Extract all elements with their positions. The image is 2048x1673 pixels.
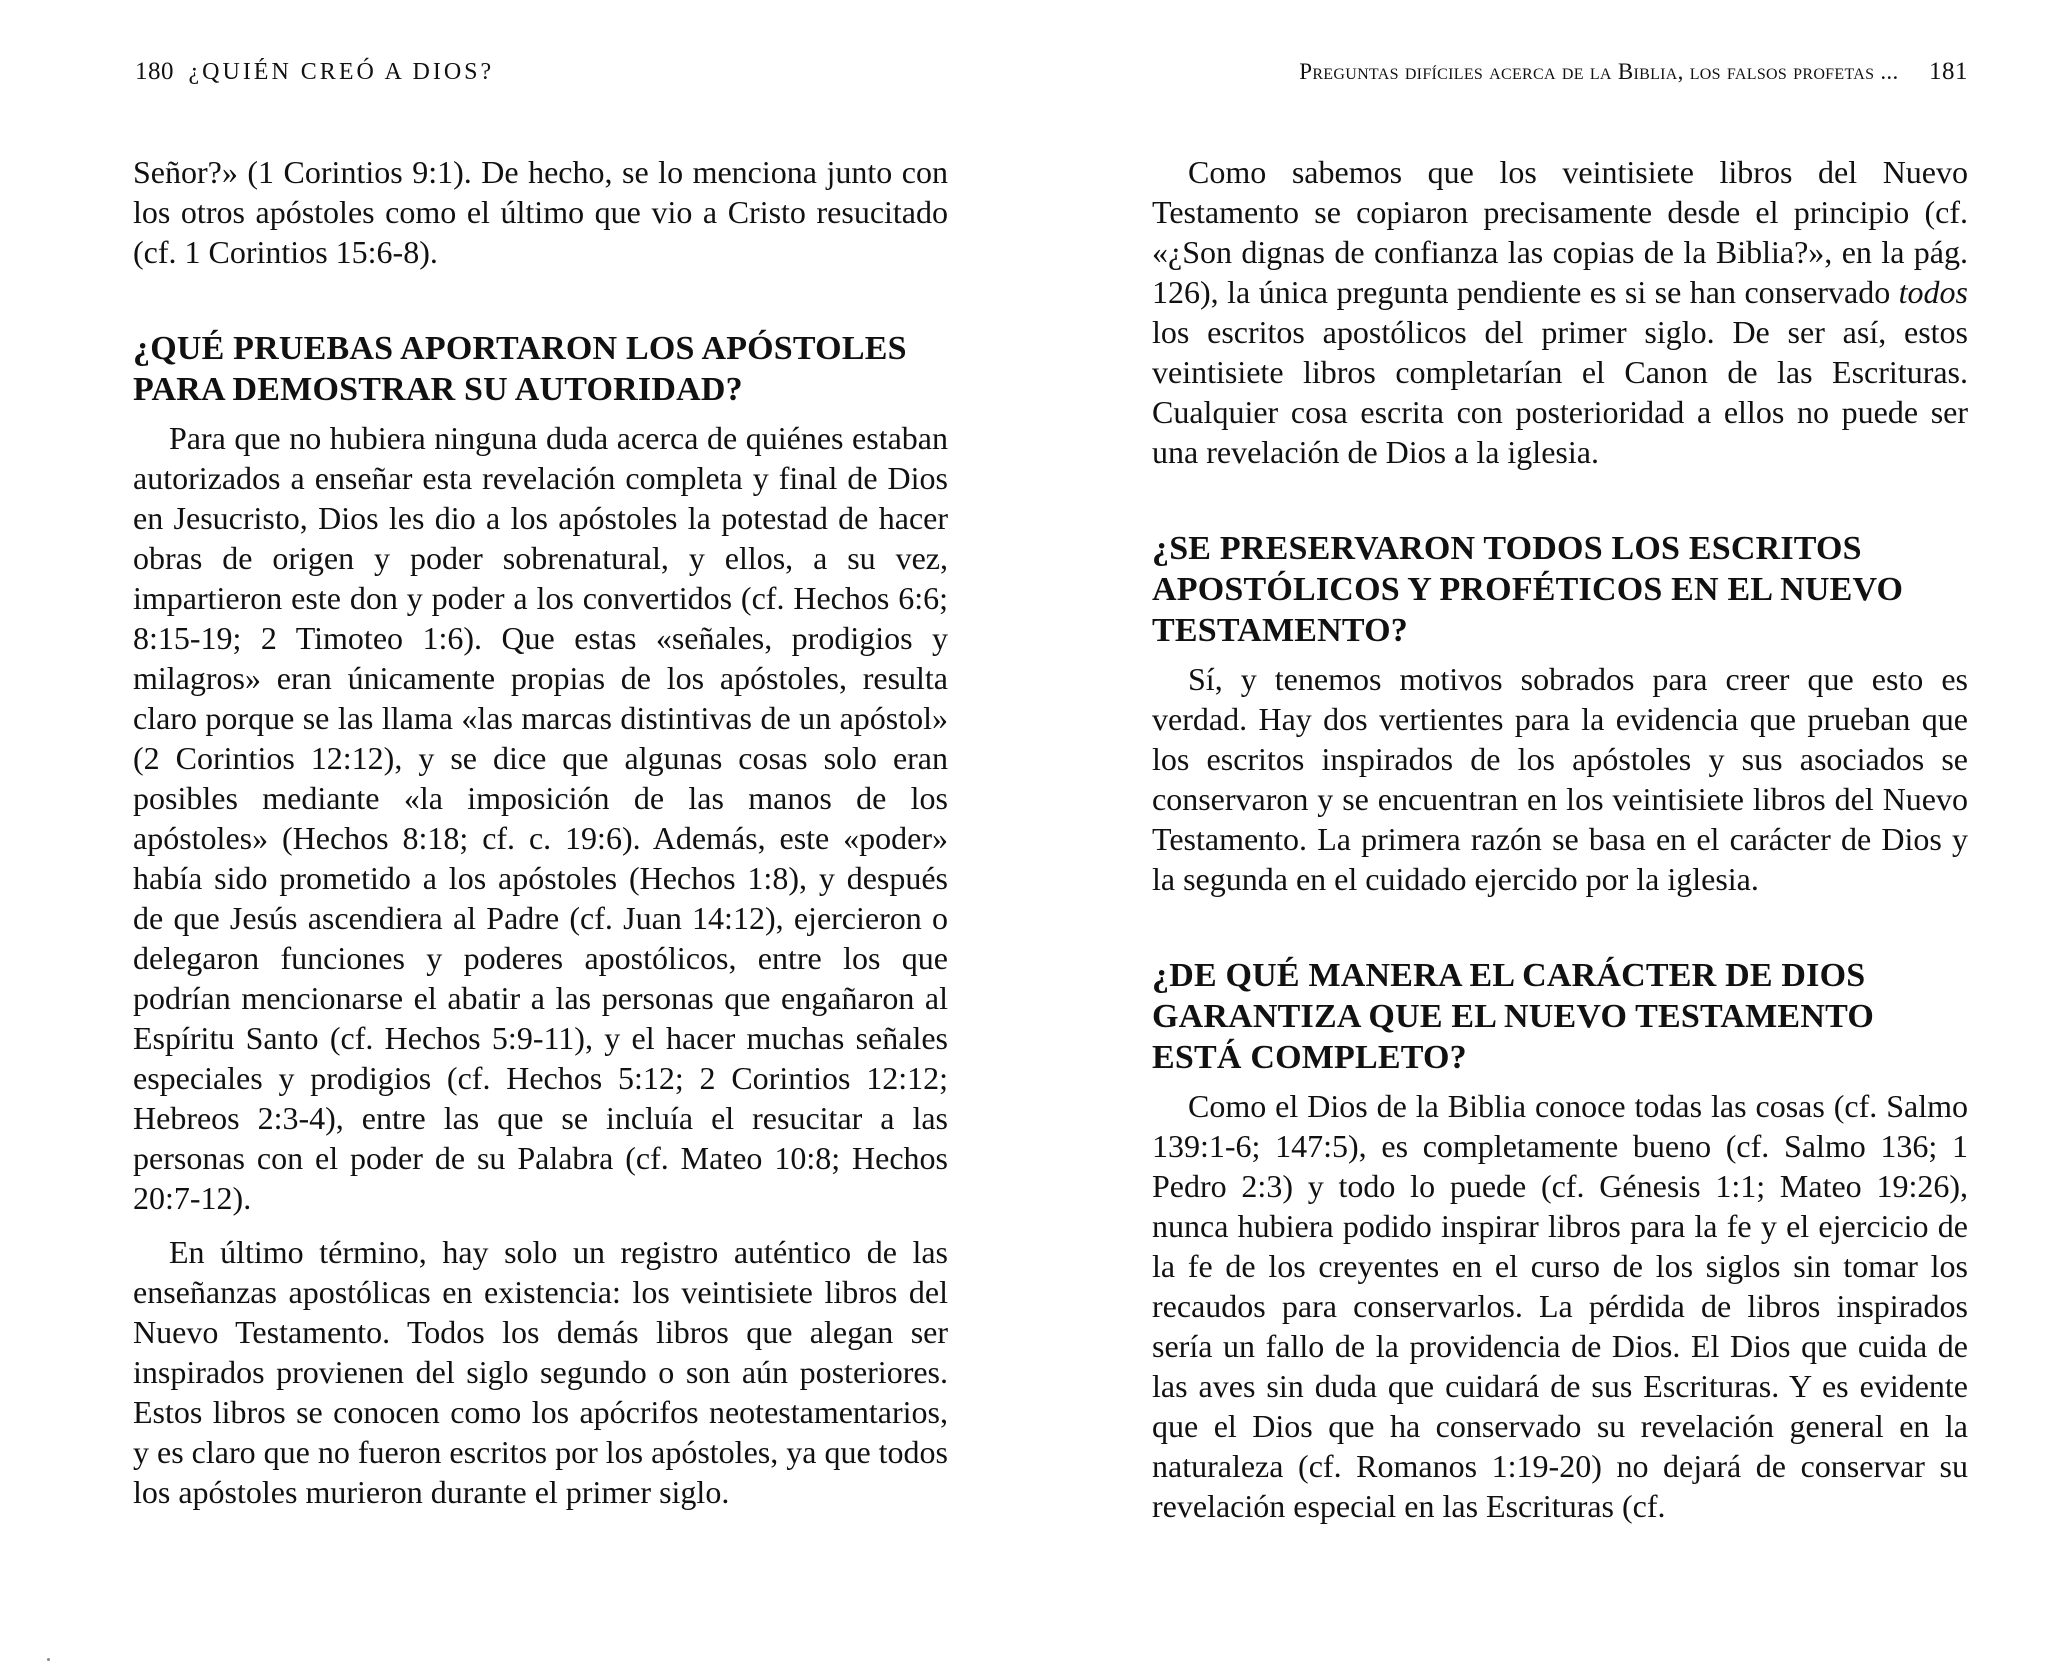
left-section-heading: ¿QUÉ PRUEBAS APORTARON LOS APÓSTOLES PARA DEMOSTRAR SU AUTORIDAD? (133, 330, 907, 408)
left-paragraph-continued: Señor?» (1 Corintios 9:1). De hecho, se lo menciona junto con los otros apóstoles como el último que vio a Cristo resucitado (cf. 1 Corintios 15:6-8). (133, 154, 948, 270)
left-running-title: ¿QUIÉN CREÓ A DIOS? (188, 59, 495, 85)
right-page-number: 181 (1929, 58, 1968, 85)
right-section-heading-2: ¿DE QUÉ MANERA EL CARÁCTER DE DIOS GARANTIZA QUE EL NUEVO TESTAMENTO ESTÁ COMPLETO? (1152, 957, 1874, 1076)
right-running-head (1142, 58, 1968, 98)
left-page-number: 180 (135, 58, 174, 85)
left-running-head (135, 58, 494, 98)
right-section-heading-1: ¿SE PRESERVARON TODOS LOS ESCRITOS APOSTÓLICOS Y PROFÉTICOS EN EL NUEVO TESTAMENTO? (1152, 530, 1904, 649)
right-running-title: Preguntas difíciles acerca de la Biblia, los falsos profetas ... (1299, 59, 1899, 84)
right-paragraph-0-emphasis: todos (1898, 274, 1968, 310)
scan-speck (47, 1658, 50, 1661)
right-page-content (1152, 152, 1968, 1526)
right-paragraph-0 (1152, 152, 1968, 472)
right-paragraph-0-part-a: Como sabemos que los veintisiete libros del Nuevo Testamento se copiaron precisamente desde el principio (cf. «¿Son dignas de confianza las copias de la Biblia?», en la pág. 126), la única pregunta pendiente es si se han conservado (1152, 154, 1968, 310)
left-page-content (133, 152, 948, 1512)
right-paragraph-0-part-b: los escritos apostólicos del primer siglo. De ser así, estos veintisiete libros completarían el Canon de las Escrituras. Cualquier cosa escrita con posterioridad a ellos no puede ser una revelación de Dios a la iglesia. (1152, 314, 1968, 470)
left-paragraph-1: Para que no hubiera ninguna duda acerca de quiénes estaban autorizados a enseñar esta revelación completa y final de Dios en Jesucristo, Dios les dio a los apóstoles la potestad de hacer obras de origen y poder sobrenatural, y ellos, a su vez, impartieron este don y poder a los convertidos (cf. Hechos 6:6; 8:15-19; 2 Timoteo 1:6). Que estas «señales, prodigios y milagros» eran únicamente propias de los apóstoles, resulta claro porque se las llama «las marcas distintivas de un apóstol» (2 Corintios 12:12), y se dice que algunas cosas solo eran posibles mediante «la imposición de las manos de los apóstoles» (Hechos 8:18; cf. c. 19:6). Además, este «poder» había sido prometido a los apóstoles (Hechos 1:8), y después de que Jesús ascendiera al Padre (cf. Juan 14:12), ejercieron o delegaron funciones y poderes apostólicos, entre los que podrían mencionarse el abatir a las personas que engañaron al Espíritu Santo (cf. Hechos 5:9-11), y el hacer muchas señales especiales y prodigios (cf. Hechos 5:12; 2 Corintios 12:12; Hebreos 2:3-4), entre las que se incluía el resucitar a las personas con el poder de su Palabra (cf. Mateo 10:8; Hechos 20:7-12). (133, 420, 948, 1216)
left-paragraph-2: En último término, hay solo un registro auténtico de las enseñanzas apostólicas en existencia: los veintisiete libros del Nuevo Testamento. Todos los demás libros que alegan ser inspirados provienen del siglo segundo o son aún posteriores. Estos libros se conocen como los apócrifos neotestamentarios, y es claro que no fueron escritos por los apóstoles, ya que todos los apóstoles murieron durante el primer siglo. (133, 1234, 948, 1510)
right-paragraph-1: Sí, y tenemos motivos sobrados para creer que esto es verdad. Hay dos vertientes para la evidencia que prueban que los escritos inspirados de los apóstoles y sus asociados se conservaron y se encuentran en los veintisiete libros del Nuevo Testamento. La primera razón se basa en el carácter de Dios y la segunda en el cuidado ejercido por la iglesia. (1152, 661, 1968, 897)
right-page (1024, 0, 2048, 1673)
right-paragraph-2: Como el Dios de la Biblia conoce todas las cosas (cf. Salmo 139:1-6; 147:5), es completamente bueno (cf. Salmo 136; 1 Pedro 2:3) y todo lo puede (cf. Génesis 1:1; Mateo 19:26), nunca hubiera podido inspirar libros para la fe y el ejercicio de la fe de los creyentes en el curso de los siglos sin tomar los recaudos para conservarlos. La pérdida de libros inspirados sería un fallo de la providencia de Dios. El Dios que cuida de las aves sin duda que cuidará de sus Escrituras. Y es evidente que el Dios que ha conservado su revelación general en la naturaleza (cf. Romanos 1:19-20) no dejará de conservar su revelación especial en las Escrituras (cf. (1152, 1088, 1968, 1524)
